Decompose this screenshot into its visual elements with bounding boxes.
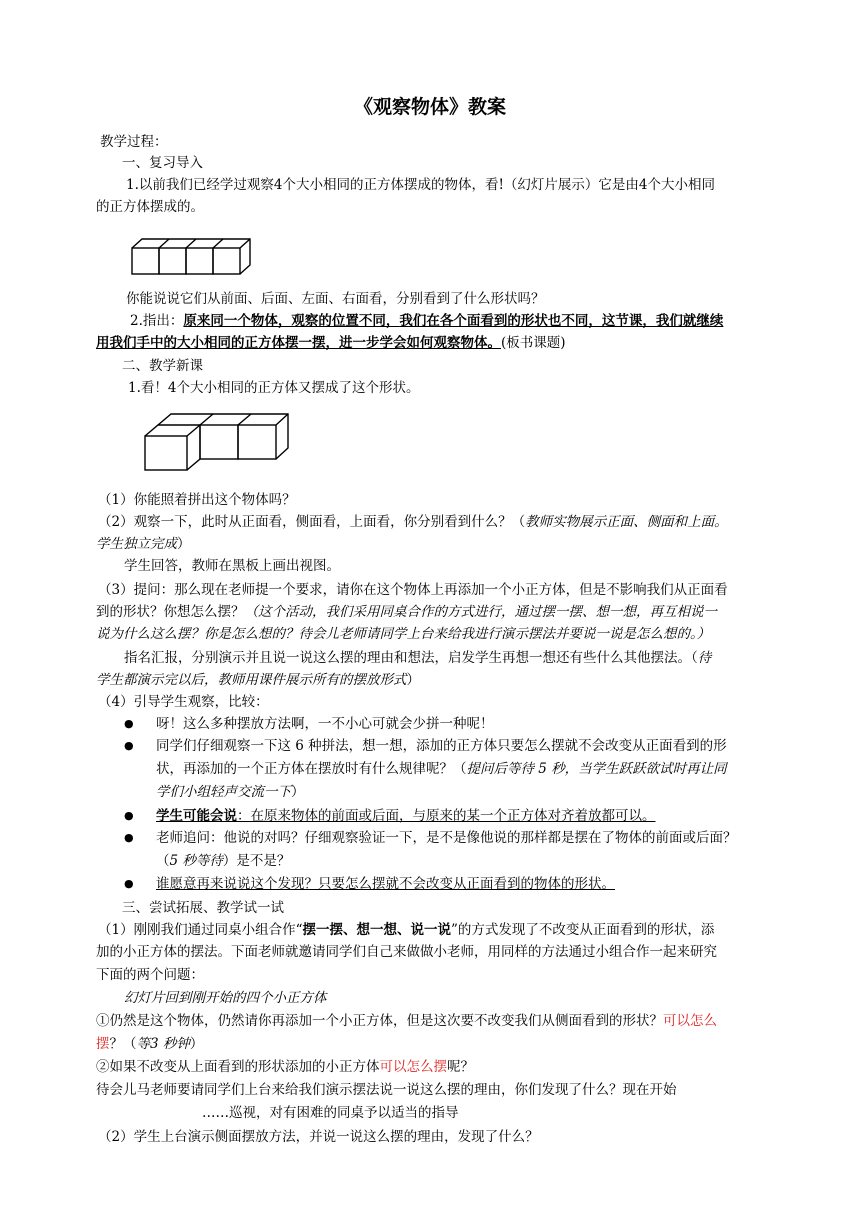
paragraph-line: 的正方体摆成的。 — [96, 199, 204, 215]
paragraph-line: 学生回答，教师在黑板上画出视图。 — [124, 558, 340, 574]
paragraph-line: 2.指出：原来同一个物体，观察的位置不同，我们在各个面看到的形状也不同，这节课，我们就继续 — [130, 313, 724, 329]
paragraph-line: 学生独立完成） — [96, 536, 191, 552]
paragraph-line: （2）学生上台演示侧面摆放方法，并说一说这么摆的理由，发现了什么？ — [98, 1129, 539, 1145]
bullet-icon: ● — [124, 739, 134, 752]
paragraph-line: 下面的两个问题： — [96, 967, 204, 983]
paragraph-line: 加的小正方体的摆法。下面老师就邀请同学们自己来做做小老师，用同样的方法通过小组合作一起来研究 — [96, 944, 717, 960]
paragraph-line: 待会儿马老师要请同学们上台来给我们演示摆法说一说这么摆的理由，你们发现了什么？现在开始 — [96, 1082, 677, 1098]
paragraph-line: ①仍然是这个物体，仍然请你再添加一个小正方体，但是这次要不改变我们从侧面看到的形状？可以怎么 — [96, 1013, 717, 1029]
page-title: 《观察物体》教案 — [353, 96, 506, 118]
paragraph-line: （1）你能照着拼出这个物体吗？ — [98, 492, 296, 508]
list-item: （5 秒等待）是不是？ — [156, 853, 291, 869]
paragraph-line: （2）观察一下，此时从正面看，侧面看，上面看，你分别看到什么？（教师实物展示正面、侧面和上面。 — [98, 514, 728, 530]
paragraph-line: （3）提问：那么现在老师提一个要求，请你在这个物体上再添加一个小正方体，但是不影响我们从正面看 — [98, 582, 728, 598]
paragraph-line: ……巡视，对有困难的同桌予以适当的指导 — [202, 1105, 459, 1121]
heading-review: 一、复习导入 — [122, 155, 203, 171]
section-label: 教学过程： — [100, 134, 168, 150]
list-item: 谁愿意再来说说这个发现？只要怎么摆就不会改变从正面看到的物体的形状。 — [156, 876, 615, 892]
paragraph-line: 学生都演示完以后，教师用课件展示所有的摆放形式） — [96, 672, 420, 688]
paragraph-line: 摆？（等3 秒钟） — [96, 1036, 204, 1052]
paragraph-line: 到的形状？你想怎么摆？（这个活动，我们采用同桌合作的方式进行，通过摆一摆、想一想，再互相说一 — [96, 604, 717, 620]
paragraph-line: 指名汇报，分别演示并且说一说这么摆的理由和想法，启发学生再想一想还有些什么其他摆法。（待 — [124, 650, 712, 666]
bullet-icon: ● — [124, 831, 134, 844]
bullet-icon: ● — [124, 809, 134, 822]
heading-new-lesson: 二、教学新课 — [122, 358, 203, 374]
list-item: 同学们仔细观察一下这 6 种拼法，想一想，添加的正方体只要怎么摆就不会改变从正面看到的形 — [156, 738, 727, 754]
bullet-icon: ● — [124, 717, 134, 730]
list-item: 老师追问：他说的对吗？仔细观察验证一下，是不是像他说的那样都是摆在了物体的前面或后面？ — [156, 830, 737, 846]
paragraph-line: 幻灯片回到刚开始的四个小正方体 — [124, 990, 327, 1006]
paragraph-line: （4）引导学生观察，比较： — [98, 694, 269, 710]
paragraph-line: 用我们手中的大小相同的正方体摆一摆，进一步学会如何观察物体。(板书课题) — [96, 335, 566, 351]
bullet-icon: ● — [124, 877, 134, 890]
cube-l-shape-figure — [140, 412, 292, 474]
paragraph-line: 1.看！4个大小相同的正方体又摆成了这个形状。 — [128, 380, 420, 396]
list-item: 学们小组轻声交流一下） — [156, 784, 305, 800]
heading-extension: 三、尝试拓展、教学试一试 — [122, 900, 284, 916]
list-item: 学生可能会说：在原来物体的前面或后面，与原来的某一个正方体对齐着放都可以。 — [156, 808, 656, 824]
paragraph-line: 说为什么这么摆？你是怎么想的？待会儿老师请同学上台来给我进行演示摆法并要说一说是怎么想的。） — [96, 626, 711, 642]
paragraph-line: 你能说说它们从前面、后面、左面、右面看，分别看到了什么形状吗？ — [126, 291, 545, 307]
paragraph-line: （1）刚刚我们通过同桌小组合作“摆一摆、想一想、说一说”的方式发现了不改变从正面看到的形状，添 — [98, 922, 715, 938]
paragraph-line: ②如果不改变从上面看到的形状添加的小正方体可以怎么摆呢？ — [96, 1059, 474, 1075]
paragraph-line: 1.以前我们已经学过观察4个大小相同的正方体摆成的物体，看!（幻灯片展示）它是由4个大小相同 — [126, 177, 715, 193]
list-item: 状，再添加的一个正方体在摆放时有什么规律呢？（提问后等待 5 秒，当学生跃跃欲试时再让同 — [156, 761, 727, 777]
list-item: 呀！这么多种摆放方法啊，一不小心可就会少拼一种呢！ — [156, 716, 494, 732]
cube-row-figure — [128, 236, 252, 278]
